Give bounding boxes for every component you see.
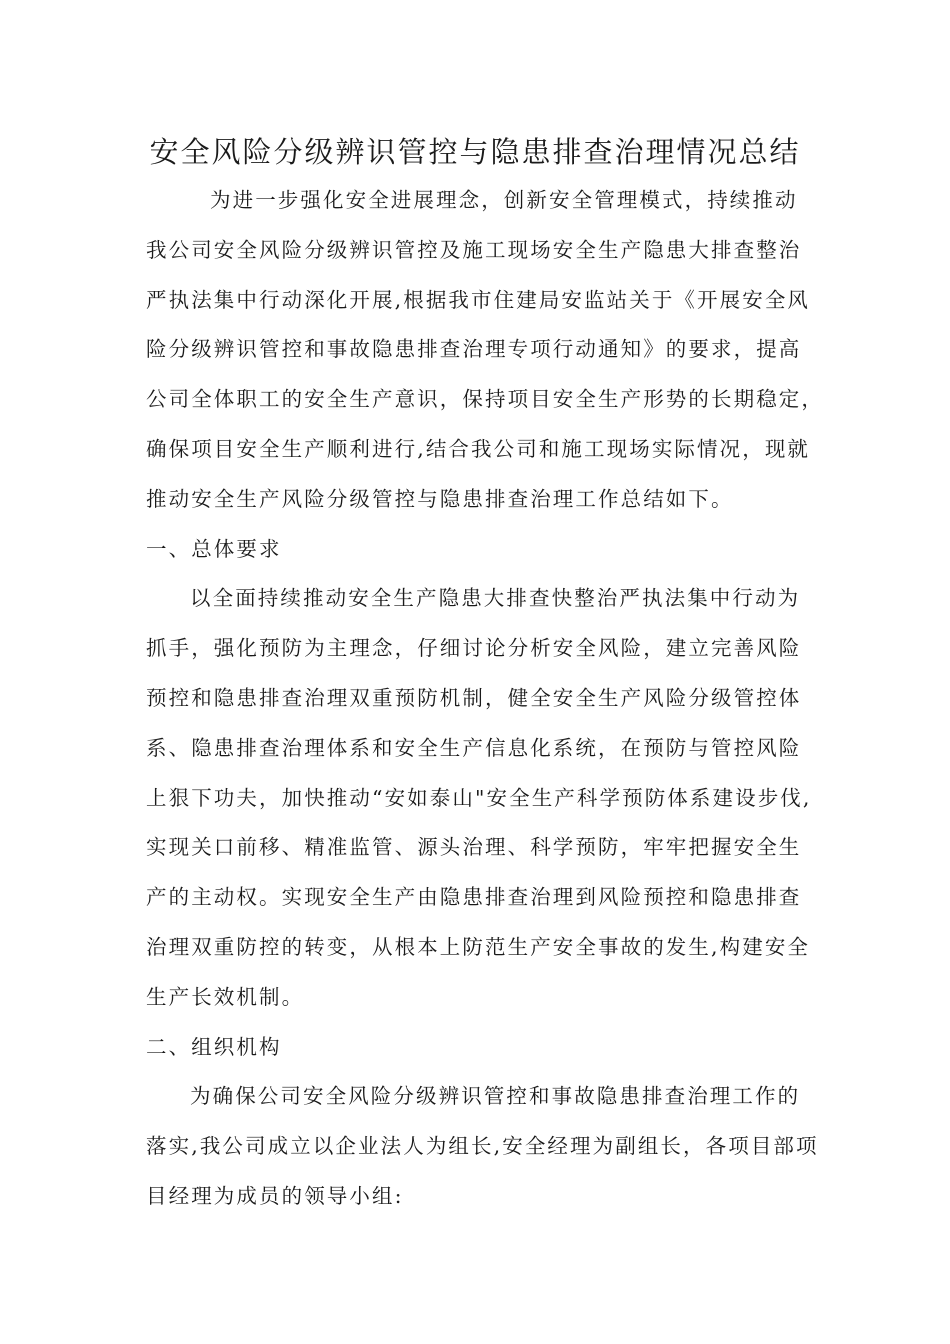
- paragraph-line: 目经理为成员的领导小组:: [146, 1183, 404, 1208]
- paragraph-line: 产的主动权。实现安全生产由隐患排查治理到风险预控和隐患排查: [146, 885, 802, 910]
- paragraph-line: 抓手，强化预防为主理念，仔细讨论分析安全风险，建立完善风险: [146, 636, 802, 661]
- paragraph-line: 险分级辨识管控和事故隐患排查治理专项行动通知》的要求，提高: [146, 337, 802, 362]
- section-heading: 二、组织机构: [146, 1034, 282, 1059]
- paragraph-line: 系、隐患排查治理体系和安全生产信息化系统，在预防与管控风险: [146, 735, 802, 760]
- paragraph-line: 推动安全生产风险分级管控与隐患排查治理工作总结如下。: [146, 486, 734, 511]
- paragraph-line: 公司全体职工的安全生产意识，保持项目安全生产形势的长期稳定，: [146, 387, 824, 412]
- paragraph-line: 落实,我公司成立以企业法人为组长,安全经理为副组长，各项目部项: [146, 1134, 819, 1159]
- paragraph-line: 上狠下功夫，加快推动“安如泰山"安全生产科学预防体系建设步伐,: [146, 785, 812, 810]
- section-heading: 一、总体要求: [146, 536, 282, 561]
- document-title: 安全风险分级辨识管控与隐患排查治理情况总结: [149, 135, 801, 169]
- paragraph-line: 我公司安全风险分级辨识管控及施工现场安全生产隐患大排查整治: [146, 237, 802, 262]
- document-body: [146, 176, 824, 1222]
- paragraph-line: 为确保公司安全风险分级辨识管控和事故隐患排查治理工作的: [190, 1084, 801, 1109]
- paragraph-line: 以全面持续推动安全生产隐患大排查快整治严执法集中行动为: [190, 586, 801, 611]
- paragraph-line: 生产长效机制。: [146, 984, 305, 1009]
- paragraph-line: 预控和隐患排查治理双重预防机制，健全安全生产风险分级管控体: [146, 685, 802, 710]
- paragraph-line: 严执法集中行动深化开展,根据我市住建局安监站关于《开展安全风: [146, 287, 811, 312]
- paragraph-line: 为进一步强化安全进展理念，创新安全管理模式，持续推动: [210, 188, 798, 212]
- paragraph-line: 治理双重防控的转变，从根本上防范生产安全事故的发生,构建安全: [146, 934, 811, 959]
- paragraph-line: 实现关口前移、精准监管、源头治理、科学预防，牢牢把握安全生: [146, 835, 802, 860]
- paragraph-line: 确保项目安全生产顺利进行,结合我公司和施工现场实际情况，现就: [146, 436, 811, 461]
